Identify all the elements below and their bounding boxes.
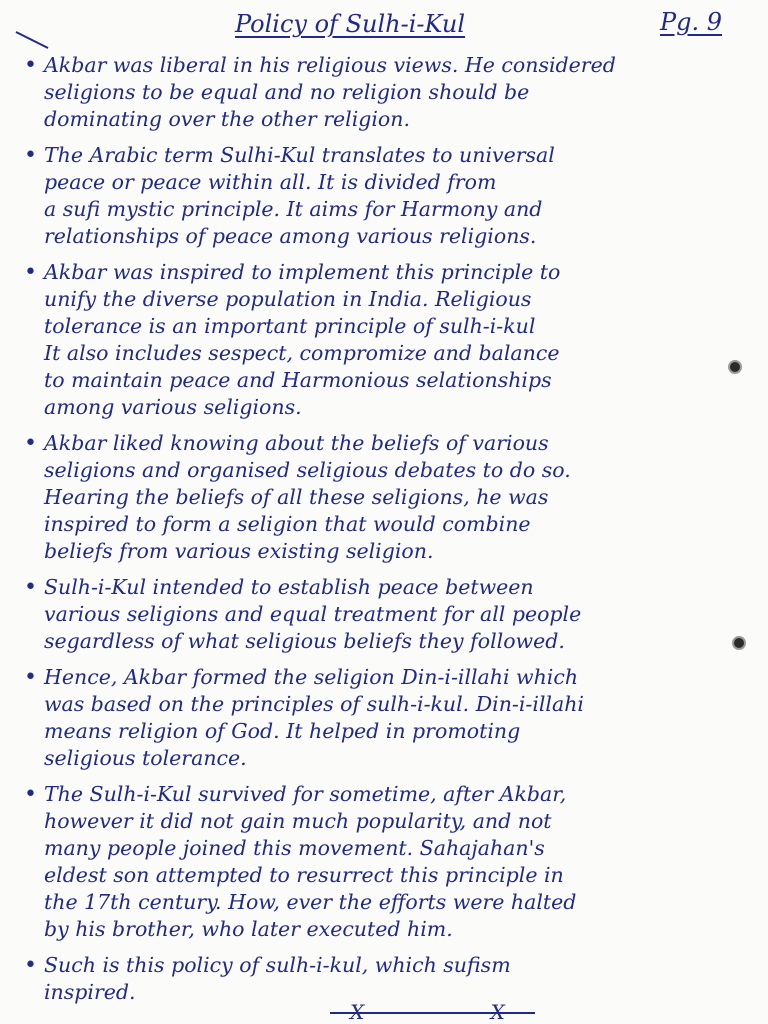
notes-list bbox=[22, 52, 747, 1015]
note-item bbox=[22, 259, 747, 421]
bullet-icon: • bbox=[24, 665, 37, 690]
page-title: Policy of Sulh-i-Kul bbox=[235, 10, 466, 38]
bullet-icon: • bbox=[24, 782, 37, 807]
binder-hole-icon bbox=[728, 360, 742, 374]
note-item bbox=[22, 430, 747, 565]
bullet-icon: • bbox=[24, 260, 37, 285]
page-number: Pg. 9 bbox=[660, 8, 723, 36]
note-text: Akbar was liberal in his religious views. He considered seligions to be equal and no religion should be dominating over the other religion. bbox=[44, 53, 616, 131]
corner-tick-mark bbox=[14, 28, 54, 52]
note-item bbox=[22, 952, 747, 1006]
note-item bbox=[22, 52, 747, 133]
note-text: Sulh-i-Kul intended to establish peace between various seligions and equal treatment for all people segardless of what seligious beliefs they followed. bbox=[44, 575, 582, 653]
note-item bbox=[22, 664, 747, 772]
note-item bbox=[22, 781, 747, 943]
note-text: Such is this policy of sulh-i-kul, which sufism inspired. bbox=[44, 953, 511, 1004]
bullet-icon: • bbox=[24, 431, 37, 456]
bullet-icon: • bbox=[24, 143, 37, 168]
bullet-icon: • bbox=[24, 953, 37, 978]
note-item bbox=[22, 574, 747, 655]
note-text: The Arabic term Sulhi-Kul translates to universal peace or peace within all. It is divided from a sufi mystic principle. It aims for Harmony and relationships of peace among various religions. bbox=[44, 143, 555, 248]
end-mark: X X bbox=[350, 1000, 565, 1024]
note-text: Akbar was inspired to implement this principle to unify the diverse population in India. Religious tolerance is an important principle of sulh-i-kul It also includes sespect, compromize and balance to maintain peace and Harmonious selationships among various seligions. bbox=[44, 260, 561, 419]
note-item bbox=[22, 142, 747, 250]
note-text: Akbar liked knowing about the beliefs of various seligions and organised seligious debates to do so. Hearing the beliefs of all these seligions, he was inspired to form a seligion that would combine beliefs from various existing seligion. bbox=[44, 431, 571, 563]
note-text: Hence, Akbar formed the seligion Din-i-illahi which was based on the principles of sulh-i-kul. Din-i-illahi means religion of God. It helped in promoting seligious tolerance. bbox=[44, 665, 584, 770]
binder-hole-icon bbox=[732, 636, 746, 650]
note-text: The Sulh-i-Kul survived for sometime, after Akbar, however it did not gain much popularity, and not many people joined this movement. Sahajahan's eldest son attempted to resurrect this principle in the 17th century. How, ever the efforts were halted by his brother, who later executed him. bbox=[44, 782, 577, 941]
bullet-icon: • bbox=[24, 53, 37, 78]
bullet-icon: • bbox=[24, 575, 37, 600]
